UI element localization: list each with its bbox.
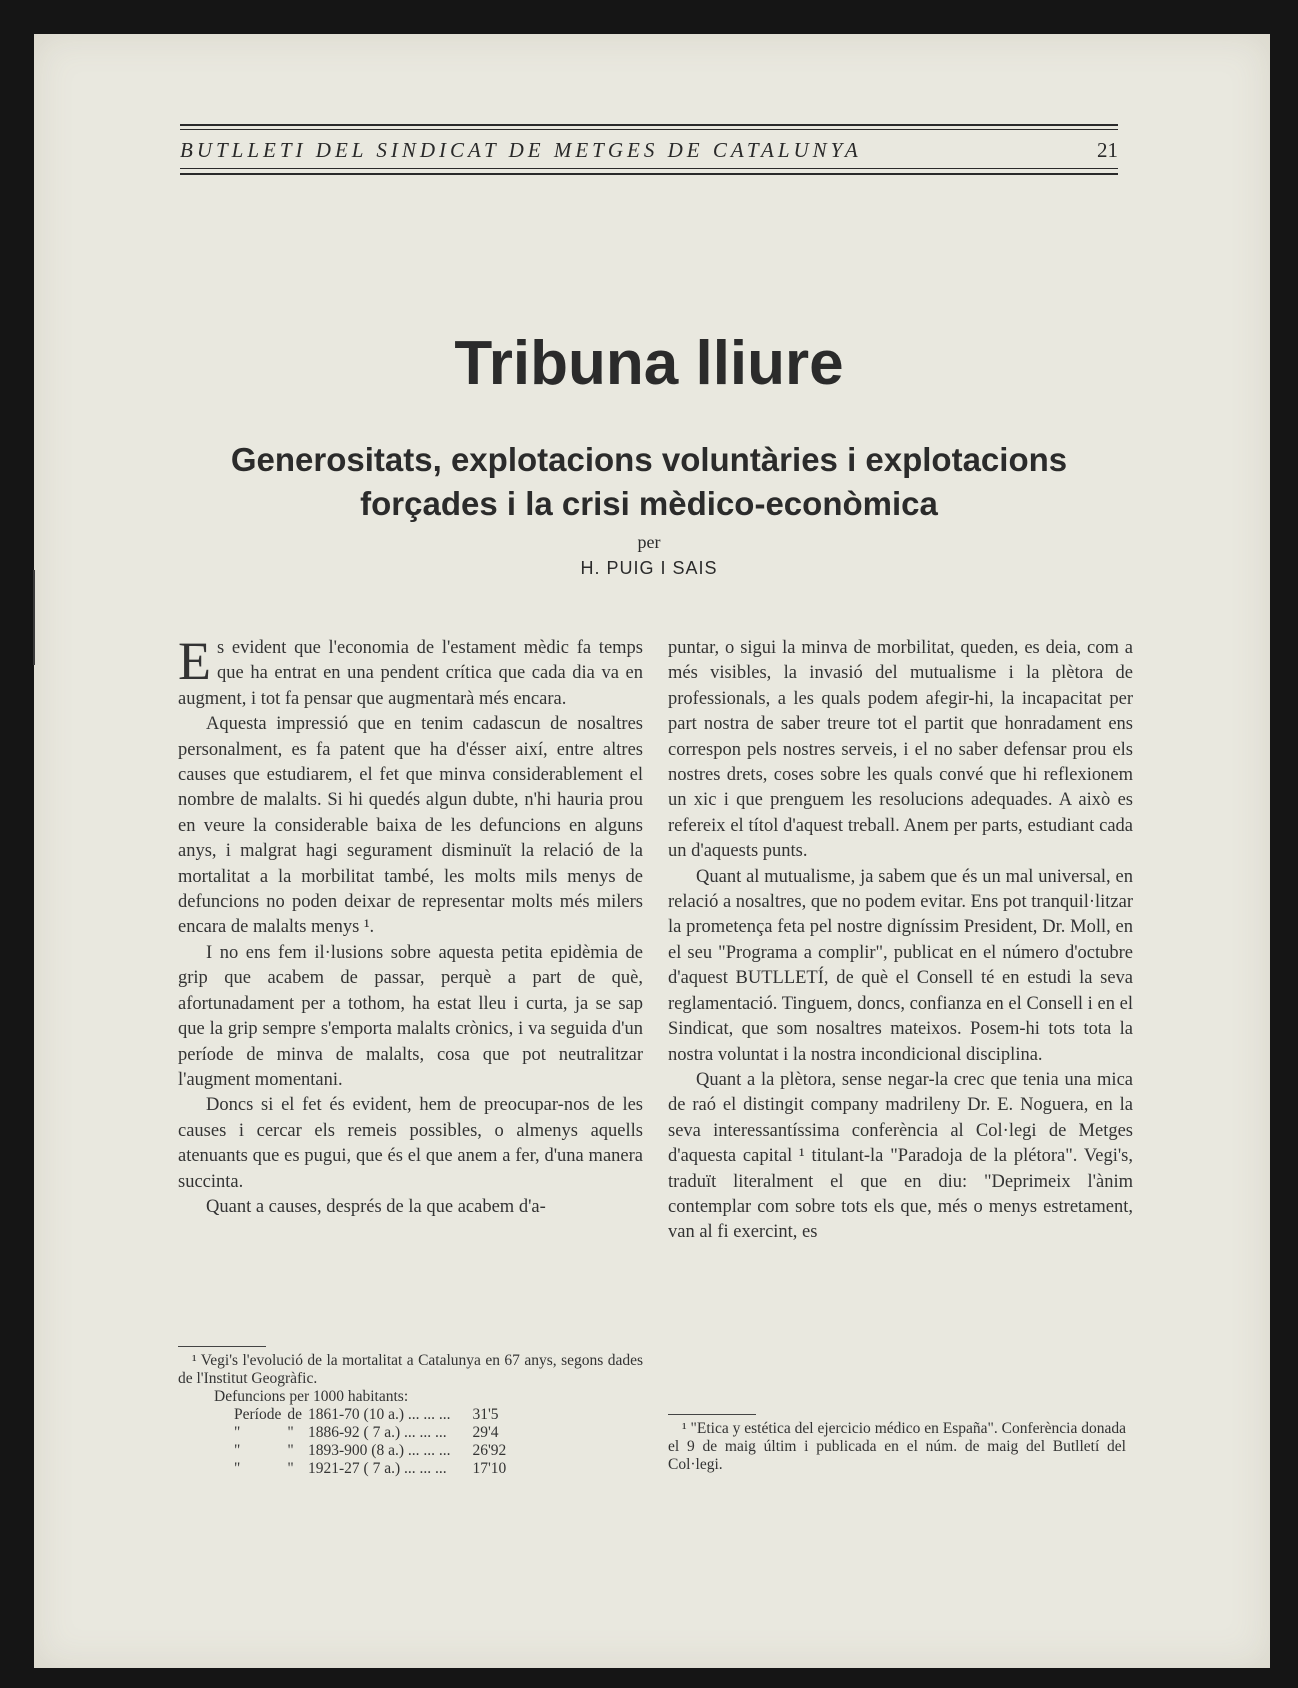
paragraph: Aquesta impressió que en tenim cadascun de nosaltres personalment, es fa patent que ha d'ésser així, entre altres causes que estudiarem, el fet que minva considerablement el nombre de malalts. Si hi quedés algun dubte, n'hi hauria prou en veure la considerable baixa de les defuncions en alguns anys, i malgrat hagi segurament disminuït la relació de la mortalitat a la morbilitat també, les molts mils menys de defuncions no poden deixar de representar molts més milers encara de malalts menys ¹.	[178, 714, 643, 938]
paragraph: Quant a la plètora, sense negar-la crec que tenia una mica de raó el distingit company madrileny Dr. E. Noguera, en la seva interessantíssima conferència al Col·legi de Metges d'aquesta capital ¹ titulant-la "Paradoja de la plétora". Vegi's, traduït literalment el que en diu: "Deprimeix l'ànim contemplar com sobre tots els que, més o menys estretament, van al fi exercint, es	[668, 1069, 1133, 1243]
table-heading: Defuncions per 1000 habitants:	[214, 1388, 409, 1405]
header-rule-top-thin	[180, 129, 1118, 130]
footnote-rule-right	[668, 1414, 756, 1415]
paragraph: puntar, o sigui la minva de morbilitat, queden, es deia, com a més visibles, la invasió del mutualisme i la plètora de professionals, a les quals podem afegir-hi, la incapacitat per part nostra de saber treure tot el partit que honradament ens correspon pels nostres serveis, i el no saber defensar prou els nostres drets, coses sobre les quals convé que hi reflexionem un xic i que prenguem les resolucions adequades. A això es refereix el títol d'aquest treball. Anem per parts, estudiant cada un d'aquests punts.	[668, 638, 1133, 862]
paragraph: I no ens fem il·lusions sobre aquesta petita epidèmia de grip que acabem de passar, perquè a part de què, afortunadament per a tothom, ha estat lleu i curta, ja se sap que la grip sempre s'emporta malalts crònics, i va seguida d'un període de minva de malalts, cosa que pot neutralitzar l'augment momentani.	[178, 942, 643, 1090]
running-header	[180, 138, 1118, 163]
byline-per: per	[637, 532, 661, 552]
table-row: " " 1893-900 (8 a.) ... ... ... 26'92	[234, 1442, 507, 1459]
mortality-table	[234, 1406, 512, 1478]
paragraph: Quant a causes, després de la que acabem d'a-	[206, 1196, 546, 1217]
footnote-text: ¹ Vegi's l'evolució de la mortalitat a Catalunya en 67 anys, segons dades de l'Institut Geogràfic.	[178, 1352, 643, 1387]
footnote-left	[178, 1352, 643, 1478]
footnote-text: ¹ "Etica y estética del ejercicio médico en España". Conferència donada el 9 de maig últim i publicada en el núm. de maig del Butlletí del Col·legi.	[668, 1420, 1126, 1473]
paragraph: Es evident que l'economia de l'estament mèdic fa temps que ha entrat en una pendent crítica que cada dia va en augment, i tot fa pensar que augmentarà més encara.	[178, 631, 643, 709]
table-row: " " 1921-27 ( 7 a.) ... ... ... 17'10	[234, 1460, 507, 1477]
article-title: Generositats, explotacions voluntàries i explotacions forçades i la crisi mèdico-econòmica	[230, 441, 1068, 522]
footnote-right	[668, 1420, 1126, 1474]
page-number: 21	[1097, 138, 1118, 162]
paragraph: Doncs si el fet és evident, hem de preocupar-nos de les causes i cercar els remeis possibles, o almenys aquells atenuants que es pugui, que és el que anem a fer, d'una manera succinta.	[178, 1095, 643, 1192]
table-row: " " 1886-92 ( 7 a.) ... ... ... 29'4	[234, 1424, 499, 1441]
header-rule-bottom	[180, 173, 1118, 175]
footnote-rule-left	[178, 1346, 266, 1347]
drop-cap: E	[178, 631, 211, 691]
paragraph: Quant al mutualisme, ja sabem que és un mal universal, en relació a nosaltres, que no podem evitar. Ens pot tranquil·litzar la prometença feta pel nostre digníssim President, Dr. Moll, en el seu "Programa a complir", publicat en el número d'octubre d'aquest BUTLLETÍ, de què el Consell té en estudi la seva reglamentació. Tinguem, doncs, confianza en el Consell i en el Sindicat, que som nosaltres mateixos. Posem-hi tots tota la nostra voluntat i la nostra incondicional disciplina.	[668, 866, 1133, 1065]
byline-author: H. PUIG I SAIS	[580, 558, 718, 578]
table-row: Període de 1861-70 (10 a.) ... ... ... 31'5	[234, 1406, 499, 1423]
header-rule-top	[180, 124, 1118, 126]
left-column	[178, 631, 643, 1220]
section-title: Tribuna lliure	[454, 329, 844, 398]
right-column	[668, 636, 1133, 1246]
journal-name: BUTLLETI DEL SINDICAT DE METGES DE CATALUNYA	[180, 138, 862, 162]
margin-line	[33, 570, 35, 665]
header-rule-bottom-thin	[180, 168, 1118, 169]
